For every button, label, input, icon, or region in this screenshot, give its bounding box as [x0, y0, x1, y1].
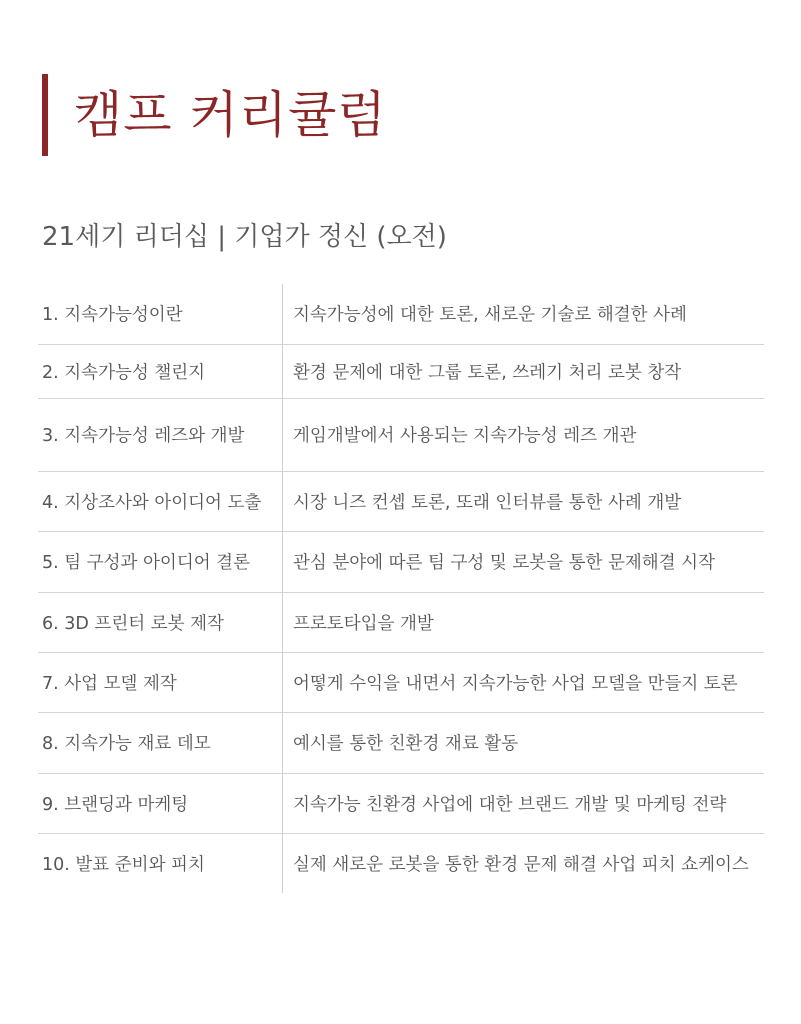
session-topic: 5. 팀 구성과 아이디어 결론 [38, 531, 283, 592]
table-row [38, 284, 764, 344]
table-row [38, 592, 764, 652]
table-row [38, 652, 764, 712]
session-topic: 3. 지속가능성 레즈와 개발 [38, 398, 283, 471]
session-description: 지속가능성에 대한 토론, 새로운 기술로 해결한 사례 [293, 305, 687, 326]
session-description: 게임개발에서 사용되는 지속가능성 레즈 개관 [293, 426, 637, 446]
session-topic: 2. 지속가능성 챌린지 [38, 344, 283, 398]
session-description: 지속가능 친환경 사업에 대한 브랜드 개발 및 마케팅 전략 [293, 794, 727, 815]
curriculum-table [38, 284, 764, 893]
session-topic: 6. 3D 프린터 로봇 제작 [38, 592, 283, 652]
session-topic: 9. 브랜딩과 마케팅 [38, 773, 283, 833]
session-topic: 1. 지속가능성이란 [38, 284, 283, 344]
table-row [38, 712, 764, 773]
table-row [38, 773, 764, 833]
session-topic: 4. 지상조사와 아이디어 도출 [38, 471, 283, 531]
session-description: 실제 새로운 로봇을 통한 환경 문제 해결 사업 피치 쇼케이스 [293, 854, 749, 875]
table-row [38, 833, 764, 893]
table-row [38, 398, 764, 471]
title-accent-bar [42, 74, 48, 156]
page-title: 캠프 커리큘럼 [74, 86, 387, 144]
session-description: 환경 문제에 대한 그룹 토론, 쓰레기 처리 로봇 창작 [293, 362, 682, 383]
table-row [38, 471, 764, 531]
table-row [38, 531, 764, 592]
session-topic: 8. 지속가능 재료 데모 [38, 712, 283, 773]
session-description: 관심 분야에 따른 팀 구성 및 로봇을 통한 문제해결 시작 [293, 553, 715, 573]
page-header [42, 74, 387, 156]
page-subtitle: 21세기 리더십 | 기업가 정신 (오전) [42, 222, 447, 252]
session-description: 예시를 통한 친환경 재료 활동 [293, 734, 519, 754]
session-description: 어떻게 수익을 내면서 지속가능한 사업 모델을 만들지 토론 [293, 673, 738, 694]
table-row [38, 344, 764, 398]
session-description: 시장 니즈 컨셉 토론, 또래 인터뷰를 통한 사례 개발 [293, 492, 682, 513]
session-description: 프로토타입을 개발 [293, 613, 434, 634]
session-topic: 10. 발표 준비와 피치 [38, 833, 283, 893]
session-topic: 7. 사업 모델 제작 [38, 652, 283, 712]
